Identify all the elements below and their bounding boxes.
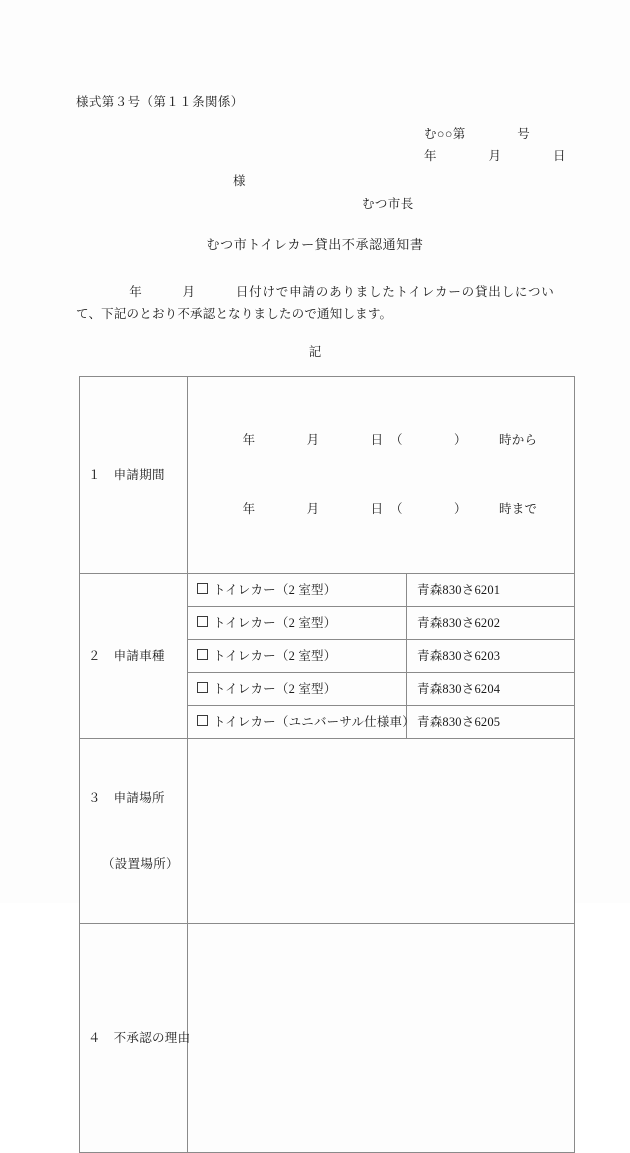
vehicle-plate-1 [407,574,575,607]
body-paragraph: 年 月 日付けで申請のありましたトイレカーの貸出しについて、下記のとおり不承認となりましたので通知します。 [76,285,554,321]
checkbox-icon[interactable] [197,616,208,627]
row-label-location [80,739,188,924]
row-label-location-text [80,739,187,923]
vehicle-option-4-label: トイレカー（2 室型） [213,682,337,696]
row-label-reason-text: ４ 不承認の理由 [88,1030,191,1045]
row-label-vehicle-type [80,574,188,739]
vehicle-plate-2-text: 青森830さ6202 [417,616,501,630]
row-value-reason-text [188,1032,574,1044]
table-row-period [80,377,575,574]
checkbox-icon[interactable] [197,649,208,660]
vehicle-plate-3-text: 青森830さ6203 [417,649,501,663]
vehicle-plate-2 [407,607,575,640]
vehicle-option-2-row [188,607,406,639]
vehicle-option-4-row [188,673,406,705]
ki-marker: 記 [308,345,322,359]
vehicle-plate-5 [407,706,575,739]
vehicle-option-3-label: トイレカー（2 室型） [213,649,337,663]
vehicle-option-5-row [188,706,415,738]
table-row-reason [80,924,575,1153]
issuer-name: むつ市長 [362,197,414,211]
row-value-location[interactable] [188,739,575,924]
row-label-reason [80,924,191,1153]
form-number: 様式第３号（第１１条関係） [76,95,244,109]
vehicle-option-3-row [188,640,406,672]
vehicle-option-3[interactable] [188,640,407,673]
vehicle-option-4[interactable] [188,673,407,706]
row-label-location-line2: （設置場所） [102,857,179,871]
checkbox-icon[interactable] [197,583,208,594]
row-label-location-line1: ３ 申請場所 [88,791,165,805]
vehicle-option-2[interactable] [188,607,407,640]
document-date-field: 年 月 日 [424,149,566,163]
vehicle-plate-3 [407,640,575,673]
vehicle-plate-5-text: 青森830さ6205 [417,715,501,729]
period-end-line: 年 月 日 （ ） 時まで [242,502,538,516]
addressee-honorific: 様 [233,174,246,188]
row-value-reason[interactable] [188,924,575,1153]
row-value-period[interactable] [188,377,575,574]
vehicle-plate-1-text: 青森830さ6201 [417,583,501,597]
vehicle-option-1-row [188,574,406,606]
vehicle-option-5[interactable] [188,706,415,739]
vehicle-option-1[interactable] [188,574,407,607]
vehicle-plate-4-text: 青森830さ6204 [417,682,501,696]
period-value-group [188,377,574,573]
row-label-period-text: １ 申請期間 [88,467,165,482]
row-label-period [80,377,188,574]
vehicle-option-2-label: トイレカー（2 室型） [213,616,337,630]
document-number-field: む○○第 号 [424,127,531,141]
checkbox-icon[interactable] [197,682,208,693]
row-value-location-text [188,825,574,837]
vehicle-option-5-label: トイレカー（ユニバーサル仕様車） [213,715,415,729]
page-title: むつ市トイレカー貸出不承認通知書 [206,237,424,252]
row-label-vehicle-type-text: ２ 申請車種 [88,648,165,663]
vehicle-option-1-label: トイレカー（2 室型） [213,583,337,597]
table-row-location [80,739,575,924]
application-details-table [79,376,575,1153]
table-row-vehicle-1 [80,574,575,607]
checkbox-icon[interactable] [197,715,208,726]
vehicle-plate-4 [407,673,575,706]
period-start-line: 年 月 日 （ ） 時から [242,433,538,447]
